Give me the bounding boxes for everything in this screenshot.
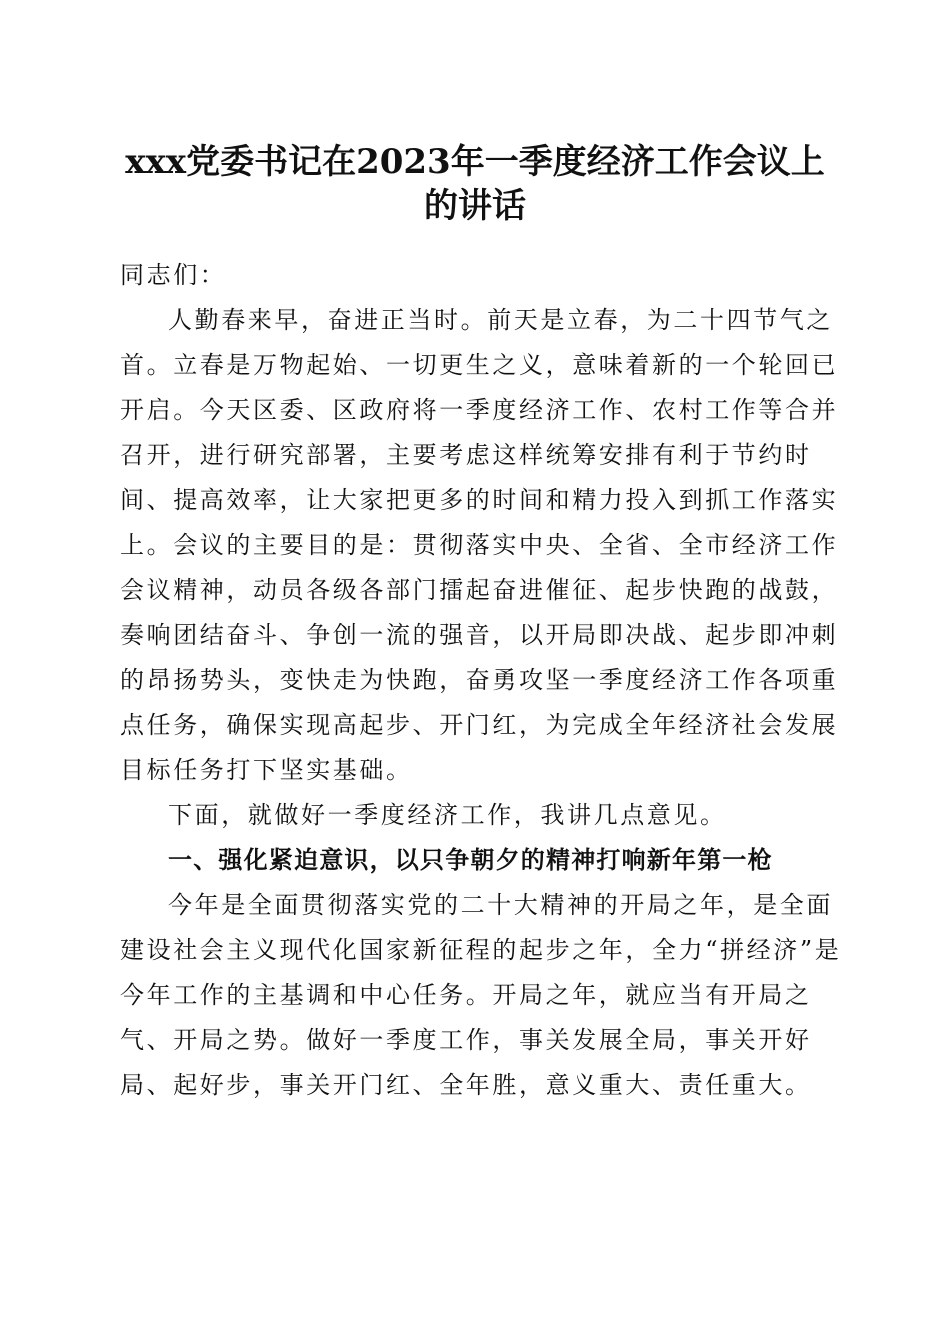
document-body: [120, 253, 845, 1108]
salutation: 同志们：: [120, 261, 227, 289]
paragraph-transition: 下面，就做好一季度经济工作，我讲几点意见。: [168, 801, 727, 829]
title-line-1: xxx党委书记在2023年一季度经济工作会议上: [125, 142, 825, 182]
paragraph-opening: 人勤春来早，奋进正当时。前天是立春，为二十四节气之首。立春是万物起始、一切更生之义，意味着新的一个轮回已开启。今天区委、区政府将一季度经济工作、农村工作等合并召开，进行研究部署，主要考虑这样统筹安排有利于节约时间、提高效率，让大家把更多的时间和精力投入到抓工作落实上。会议的主要目的是：贯彻落实中央、全省、全市经济工作会议精神，动员各级各部门擂起奋进催征、起步快跑的战鼓，奏响团结奋斗、争创一流的强音，以开局即决战、起步即冲刺的昂扬势头，变快走为快跑，奋勇攻坚一季度经济工作各项重点任务，确保实现高起步、开门红，为完成全年经济社会发展目标任务打下坚实基础。: [120, 306, 839, 784]
title-line-2: 的讲话: [424, 186, 526, 226]
document-title: [100, 140, 850, 228]
section-heading: 一、强化紧迫意识，以只争朝夕的精神打响新年第一枪: [168, 846, 773, 874]
section-paragraph: 今年是全面贯彻落实党的二十大精神的开局之年，是全面建设社会主义现代化国家新征程的起步之年，全力“拼经济”是今年工作的主基调和中心任务。开局之年，就应当有开局之气、开局之势。做好一季度工作，事关发展全局，事关开好局、起好步，事关开门红、全年胜，意义重大、责任重大。: [120, 891, 842, 1099]
